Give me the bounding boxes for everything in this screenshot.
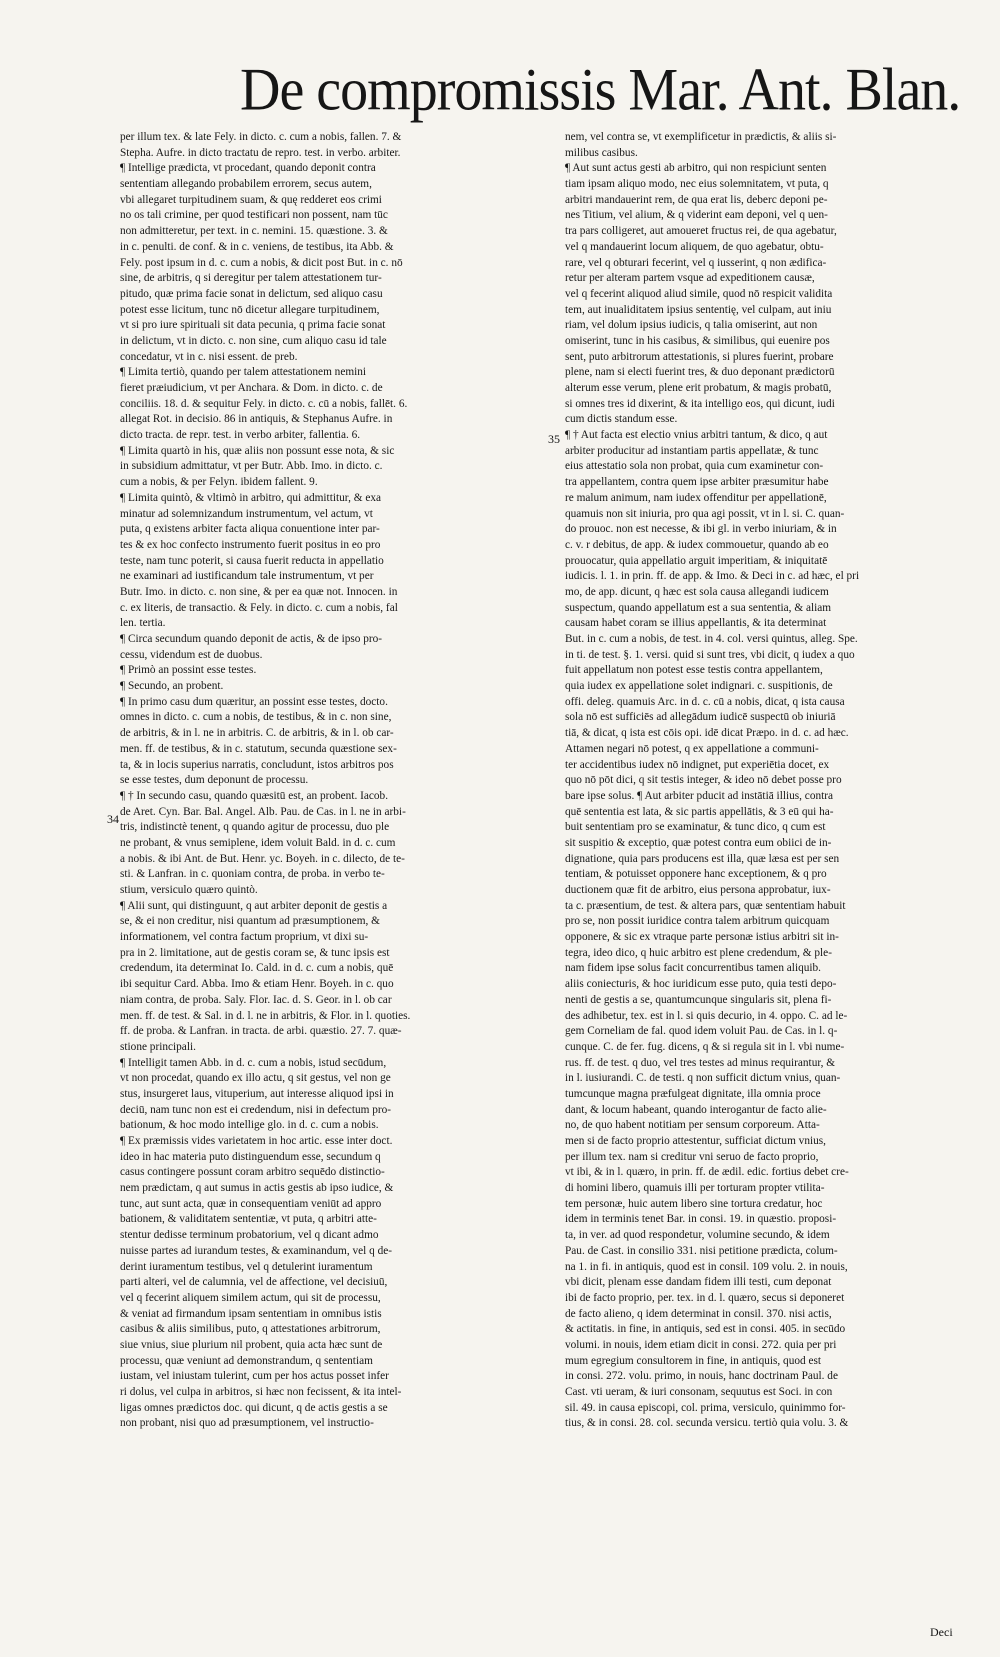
text-line: tem personæ, huic autem libero sine tortura credatur, hoc [565,1197,823,1210]
text-line: allegat Rot. in decisio. 86 in antiquis, & Stephanus Aufre. in [120,413,393,426]
text-line: plene, nam si electi fuerint tres, & duo deponant prædictorū [565,366,835,379]
text-line: sti. & Lanfran. in c. quoniam contra, de proba. in verbo te- [120,868,385,881]
text-line: vt ibi, & in l. quæro, in prin. ff. de ædil. edic. fortius debet cre- [565,1166,849,1179]
text-line: riam, vel dolum ipsius iudicis, q talia omiserint, aut non [565,319,818,332]
text-line: & veniat ad firmandum ipsam sententiam in omnibus istis [120,1307,382,1320]
text-line: tris, indistinctè tenent, q quando agitur de processu, duo ple [120,821,390,834]
text-line: si omnes tres id dixerint, & ita intelligo eos, qui dicunt, iudi [565,397,835,410]
text-line: quo nō pōt dici, q sit testis integer, & ideo nō debet posse pro [565,774,842,787]
text-line: puta, q existens arbiter facta aliqua conuentione inter par- [120,523,380,536]
text-line: causam habet coram se illius appellantis, & ita determinat [565,617,827,630]
text-line: quia iudex ex appellatione solet indignari. c. suspitionis, de [565,680,833,693]
text-line: conciliis. 18. d. & sequitur Fely. in dicto. c. cū a nobis, fallēt. 6. [120,397,408,410]
text-line: in ti. de test. §. 1. versi. quid si sunt tres, vbi dicit, q iudex a quo [565,648,855,661]
text-line: ¶ Intellige prædicta, vt procedant, quando deponit contra [120,162,376,175]
text-line: stium, versiculo quæro quintò. [120,884,258,896]
text-line: mum egregium consultorem in fine, in antiquis, quod est [565,1354,822,1367]
text-line: tentiam, & potuisset opponere hanc exceptionem, & q pro [565,868,827,881]
text-line: ¶ Limita quintò, & vltimò in arbitro, qui admittitur, & exa [120,491,382,504]
text-line: fuit appellatum non potest esse testis contra appellantem, [565,664,823,677]
text-line: sit suspitio & exceptio, quæ potest contra eum obiici de in- [565,836,832,849]
text-line: minatur ad solemnizandum instrumentum, vel actum, vt [120,507,373,520]
text-line: Fely. post ipsum in d. c. cum a nobis, & dicit post But. in c. nō [120,256,403,269]
text-line: iudicis. l. 1. in prin. ff. de app. & Imo. & Deci in c. ad hæc, el pri [565,570,860,583]
text-line: credendum, ita determinat Io. Cald. in d. c. cum a nobis, quē [120,962,394,975]
text-line: na 1. in fi. in antiquis, quod est in consil. 109 volu. 2. in nouis, [565,1260,848,1273]
page-title: De compromissis Mar. Ant. Blan. [240,56,961,124]
text-line: sent, puto arbitrorum attestationis, si plures fuerint, probare [565,350,834,363]
text-line: ¶ Secundo, an probent. [120,680,224,693]
text-line: tius, & in consi. 28. col. secunda versicu. tertiò quia volu. 3. & [565,1417,849,1430]
text-line: Cast. vti ueram, & iuri consonam, sequutus est Soci. in con [565,1386,833,1398]
text-line: ligas omnes prædictos doc. qui dicunt, q de actis gestis a se [120,1401,388,1414]
text-line: in consi. 272. volu. primo, in nouis, hanc doctrinam Paul. de [565,1370,838,1383]
text-line: parti alteri, vel de calumnia, vel de affectione, vel decisiuū, [120,1276,388,1289]
text-line: ¶ Alii sunt, qui distinguunt, q aut arbiter deponit de gestis a [120,899,388,912]
text-line: ta, in ver. ad quod respondetur, volumine secundo, & idem [565,1229,830,1242]
text-line: vel q fecerint aliquod aliud simile, quod nō respicit validita [565,287,833,300]
text-line: tunc, aut sunt acta, quæ in consequentiam veniūt ad appro [120,1197,382,1210]
text-line: tiā, & dicat, q ista est cōis opi. idē dicat Præpo. in d. c. ad hæc. [565,727,849,740]
text-line: vt non procedat, quando ex illo actu, q sit gestus, vel non ge [120,1072,391,1085]
text-line: do prouoc. non est necesse, & ibi gl. in verbo iniuriam, & in [565,523,837,536]
text-line: nuisse partes ad iurandum testes, & examinandum, vel q de- [120,1244,392,1257]
text-line: buit sententiam pro se examinatur, & tunc dico, q cum est [565,821,826,834]
margin-number-34: 34 [107,812,119,826]
text-line: per illum tex. nam si creditur vni seruo de facto proprio, [565,1150,819,1163]
text-line: siue vnius, siue plurium nil probent, quia acta hæc sunt de [120,1338,383,1351]
text-line: omnes in dicto. c. cum a nobis, de testibus, & in c. non sine, [120,711,392,724]
text-line: se esse testes, dum deponunt de processu. [120,774,309,787]
text-line: casibus & aliis similibus, puto, q attestationes arbitrorum, [120,1323,381,1336]
text-line: bationum, & hoc modo intellige glo. in d. c. cum a nobis. [120,1119,379,1132]
text-line: ne examinari ad iustificandum tale instrumentum, vt per [120,570,374,583]
text-line: ibi sequitur Card. Abba. Imo & etiam Henr. Boyeh. in c. quo [120,978,394,991]
text-line: rus. ff. de test. q duo, vel tres testes ad minus requirantur, & [565,1056,836,1069]
text-line: ¶ Intelligit tamen Abb. in d. c. cum a nobis, istud secūdum, [120,1056,387,1069]
text-line: vbi dicit, plenam esse dandam fidem illi testi, cum deponat [565,1276,832,1289]
catchword: Deci [930,1625,953,1639]
text-line: ibi de facto proprio, per. tex. in d. l. quæro, secus si deponeret [565,1291,845,1304]
text-line: men si de facto proprio attestentur, sufficiat dictum vnius, [565,1135,826,1147]
text-line: des adhibetur, tex. est in l. si quis decurio, in 4. oppo. C. ad le- [565,1009,848,1022]
text-line: ¶ In primo casu dum quæritur, an possint esse testes, docto. [120,695,388,708]
text-line: bationem, & validitatem sententiæ, vt puta, q arbitri atte- [120,1213,377,1226]
text-line: Butr. Imo. in dicto. c. non sine, & per ea quæ not. Innocen. in [120,585,398,598]
text-line: quamuis non sit iniuria, pro qua agi possit, vt in l. si. C. quan- [565,507,845,520]
text-line: men. ff. de test. & Sal. in d. l. ne in arbitris, & Flor. in l. quoties. [120,1009,411,1022]
text-line: Pau. de Cast. in consilio 331. nisi petitione prædicta, colum- [565,1244,838,1257]
text-line: tumcunque magna præfulgeat dignitate, illa omnia proce [565,1087,821,1100]
text-line: sil. 49. in causa episcopi, col. prima, versiculo, quinimmo for- [565,1401,846,1414]
text-line: nes Titium, vel alium, & q viderint eam deponi, vel q uen- [565,209,828,222]
text-line: bare ipse solus. ¶ Aut arbiter pducit ad instātiā illius, contra [565,789,834,802]
text-line: vt si pro iure spirituali sit data pecunia, q prima facie sonat [120,319,386,332]
text-line: milibus casibus. [565,146,638,159]
text-line: ta c. præsentium, de test. & altera pars, quæ sententiam habuit [565,899,846,912]
margin-number-35: 35 [548,432,560,446]
text-line: tiam ipsam aliquo modo, nec eius solemnitatem, vt puta, q [565,178,829,191]
text-line: in delictum, vt in dicto. c. non sine, cum aliquo casu id tale [120,334,387,347]
text-line: ff. de proba. & Lanfran. in tracta. de arbi. quæstio. 27. 7. quæ- [120,1025,402,1038]
left-column [120,130,520,1432]
text-line: stione principali. [120,1040,196,1053]
text-line: & actitatis. in fine, in antiquis, sed est in consi. 405. in secūdo [565,1323,846,1336]
text-line: tegra, ideo dico, q huic arbitro est plene credendum, & ple- [565,946,832,959]
text-line: But. in c. cum a nobis, de test. in 4. col. versi quintus, alleg. Spe. [565,633,858,645]
text-line: no, de quo habent notitiam per sensum corporeum. Atta- [565,1119,820,1132]
text-line: pitudo, quæ prima facie sonat in delictum, sed aliquo casu [120,287,383,300]
text-line: vel q fecerint aliquem similem actum, qui sit de processu, [120,1291,381,1304]
text-line: aliis coniecturis, & hoc iuridicum esse puto, quia testi depo- [565,978,837,991]
text-line: len. tertia. [120,617,166,630]
text-line: sine, de arbitris, q si deregitur per talem attestationem tur- [120,272,382,285]
text-line: tem, aut inualiditatem ipsius sententię, vel culpam, aut iniu [565,303,832,316]
text-line: in c. penulti. de conf. & in c. veniens, de testibus, ita Abb. & [120,240,394,253]
text-line: per illum tex. & late Fely. in dicto. c. cum a nobis, fallen. 7. & [120,131,402,143]
text-line: cunque. C. de fer. fug. dicens, q & si regula sit in l. vbi nume- [565,1040,845,1053]
text-line: dicto tracta. de repr. test. in verbo arbiter, fallentia. 6. [120,429,361,442]
text-line: iustam, vel iniustam tulerint, cum per hos actus posset infer [120,1370,389,1383]
text-line: ¶ † In secundo casu, quando quæsitū est, an probent. Iacob. [120,789,389,802]
text-line: pro se, non possit iuridice contra talem arbitrum quicquam [565,915,830,928]
text-line: cum dictis standum esse. [565,413,678,426]
text-line: arbitri mandauerint rem, de qua erat lis, deberc deponi pe- [565,193,828,206]
text-line: vbi allegaret turpitudinem suam, & quę redderet eos crimi [120,193,382,206]
text-line: ri dolus, vel culpa in arbitros, si hæc non fecissent, & ita intel- [120,1386,402,1398]
text-line: no os tali crimine, per quod testificari non possent, nam tūc [120,209,388,222]
text-line: derint iuramentum testibus, vel q detulerint iuramentum [120,1260,373,1273]
text-line: sola nō est sufficiēs ad allegādum iudicē suspectū ob iniuriā [565,711,836,724]
text-line: offi. deleg. quamuis Arc. in d. c. cū a nobis, dicat, q ista causa [565,695,845,708]
text-line: Stepha. Aufre. in dicto tractatu de repro. test. in verbo. arbiter. [120,146,401,159]
text-line: ¶ Primò an possint esse testes. [120,664,257,677]
text-line: ter accidentibus iudex nō indignet, put experiētia docet, ex [565,758,830,771]
text-line: a nobis. & ibi Ant. de But. Henr. yc. Boyeh. in c. dilecto, de te- [120,852,405,865]
text-line: nenti de gestis a se, quantumcunque singularis sit, plena fi- [565,993,832,1006]
text-line: casus contingere possunt coram arbitro sequēdo distinctio- [120,1166,385,1179]
text-line: ¶ Aut sunt actus gesti ab arbitro, qui non respiciunt senten [565,162,827,175]
text-line: suspectum, quando appellatum est a sua sententia, & aliam [565,601,832,614]
text-line: dant, & locum habeant, quando interogantur de facto alie- [565,1103,827,1116]
text-line: informationem, vel contra factum proprium, vt dixi su- [120,931,369,944]
text-line: opponere, & sic ex vtraque parte personæ istius arbitri sit in- [565,931,839,944]
text-line: ideo in hac materia puto distinguendum esse, secundum q [120,1150,381,1163]
text-line: non probant, nisi quo ad præsumptionem, vel instructio- [120,1417,374,1430]
text-line: ductionem quæ fit de arbitro, eius persona approbatur, iux- [565,884,831,896]
text-line: sententiam allegando probabilem errorem, secus autem, [120,178,372,191]
text-line: cum a nobis, & per Felyn. ibidem fallent. 9. [120,476,318,489]
text-line: in subsidium admittatur, vt per Butr. Abb. Imo. in dicto. c. [120,460,383,473]
text-line: rare, vel q obturari fecerint, vel q iusserint, q non ædifica- [565,256,827,269]
text-line: prouocatur, quia appellatio arguit imperitiam, & iniquitatē [565,554,828,567]
text-line: ta, & in locis superius narratis, concludunt, istos arbitros pos [120,758,394,771]
text-line: in l. iusiurandi. C. de testi. q non sufficit dictum vnius, quan- [565,1072,841,1085]
text-line: tes & ex hoc confecto instrumento fuerit positus in eo pro [120,538,381,551]
text-line: ¶ † Aut facta est electio vnius arbitri tantum, & dico, q aut [565,429,828,442]
text-line: ¶ Limita tertiò, quando per talem attestationem nemini [120,366,367,379]
text-line: nem, vel contra se, vt exemplificetur in prædictis, & aliis si- [565,131,837,143]
text-line: gem Corneliam de fal. quod idem voluit Pau. de Cas. in l. q- [565,1025,838,1038]
text-line: se, & ei non creditur, nisi quantum ad præsumptionem, & [120,915,380,928]
text-line: concedatur, vt in c. nisi essent. de preb. [120,350,298,363]
text-line: deciū, nam tunc non est ei credendum, nisi in defectum pro- [120,1103,392,1116]
text-line: dignatione, quia pars producens est illa, quæ læsa est per sen [565,852,840,865]
text-line: processu, quæ veniunt ad demonstrandum, q sententiam [120,1354,373,1367]
text-line: ¶ Limita quartò in his, quæ aliis non possunt esse nota, & sic [120,444,395,457]
text-line: ¶ Ex præmissis vides varietatem in hoc artic. esse inter doct. [120,1135,393,1147]
text-line: retur per alteram partem vsque ad expeditionem causæ, [565,272,815,285]
text-line: c. ex literis, de transactio. & Fely. in dicto. c. cum a nobis, fal [120,601,398,614]
text-line: stus, insurgeret laus, vituperium, aut interesse aliquod ipsi in [120,1087,394,1100]
text-line: teste, nam tunc poterit, si causa fuerit reducta in appellatio [120,554,384,567]
text-line: de arbitris, & in l. ne in arbitris. C. de arbitris, & in l. ob car- [120,727,394,740]
text-line: tra pars colligeret, aut amoueret fructus rei, de qua agebatur, [565,225,837,238]
text-line: vel q mandauerint locum aliquem, de quo agebatur, obtu- [565,240,824,253]
right-column [565,130,965,1432]
text-line: tra appellantem, contra quem ipse arbiter præsumitur habe [565,476,829,489]
text-line: c. v. r debitus, de app. & iudex commouetur, quando ab eo [565,538,829,551]
text-line: ne probant, & vnus semiplene, idem voluit Bald. in d. c. cum [120,836,396,849]
text-line: omiserint, tunc in his casibus, & similibus, qui euenire pos [565,334,830,347]
text-line: eius attestatio sola non probat, quia cum examinetur con- [565,460,824,473]
text-line: di homini libero, quamuis illi per torturam propter vtilita- [565,1182,825,1195]
text-line: cessu, videndum est de duobus. [120,648,263,661]
text-line: fieret præiudicium, vt per Anchara. & Dom. in dicto. c. de [120,382,383,394]
text-line: quē sententia est lata, & sic partis appellātis, & 3 eū qui ha- [565,805,834,818]
text-line: Attamen negari nō potest, q ex appellatione a communi- [565,742,819,755]
text-line: men. ff. de testibus, & in c. statutum, secunda quæstione sex- [120,742,397,755]
text-line: stentur dedisse terminum probatorium, vel q dicant admo [120,1229,379,1242]
text-line: volumi. in nouis, idem etiam dicit in consi. 272. quia per pri [565,1338,837,1351]
text-line: niam contra, de proba. Saly. Flor. Iac. d. S. Geor. in l. ob car [120,993,392,1006]
text-line: idem in terminis tenet Bar. in consi. 19. in quæstio. proposi- [565,1213,837,1226]
text-line: arbiter producitur ad instantiam partis appellatæ, & tunc [565,444,819,457]
text-line: non admitteretur, per text. in c. nemini. 15. quæstione. 3. & [120,225,388,238]
text-line: de facto alieno, q idem determinat in consil. 370. nisi actis, [565,1307,832,1320]
text-line: alterum esse verum, plene erit probatum, & magis probatū, [565,382,832,394]
text-line: ¶ Circa secundum quando deponit de actis, & de ipso pro- [120,633,383,645]
text-line: de Aret. Cyn. Bar. Bal. Angel. Alb. Pau. de Cas. in l. ne in arbi- [120,805,406,818]
text-line: nem prædictam, q aut sumus in actis gestis ab ipso iudice, & [120,1182,394,1195]
text-line: potest esse licitum, tunc nō dicetur allegare turpitudinem, [120,303,380,316]
text-line: nam fidem ipse solus facit concurrentibus tamen aliquib. [565,962,821,975]
text-line: pra in 2. limitatione, aut de gestis coram se, & tunc ipsis est [120,946,390,959]
text-line: re malum animum, nam iudex offenditur per appellationē, [565,491,827,504]
text-line: mo, de app. dicunt, q hæc est sola causa allegandi iudicem [565,585,829,598]
